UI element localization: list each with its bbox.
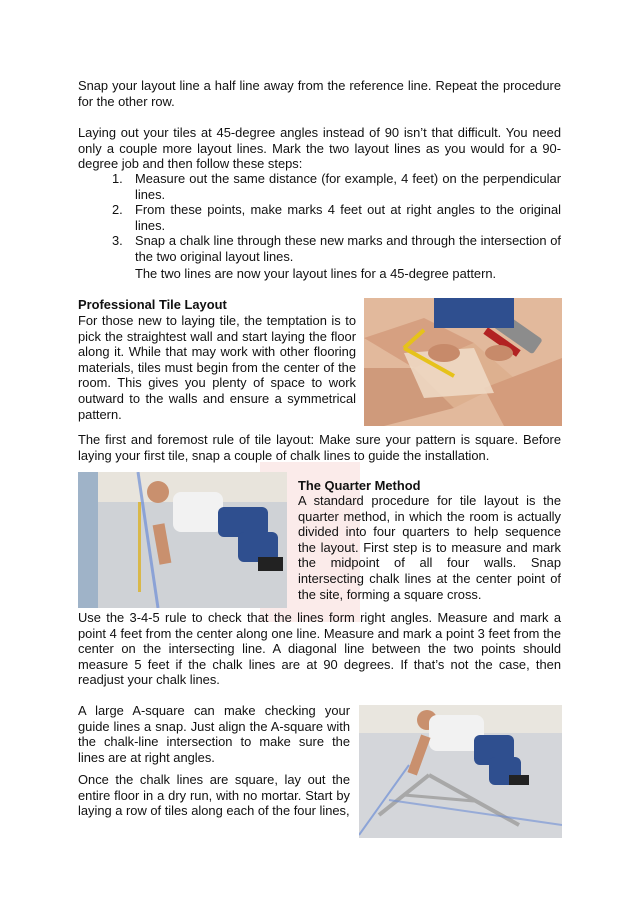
step-number: 2.	[112, 202, 123, 218]
paragraph-reference-line: Snap your layout line a half line away from the reference line. Repeat the procedure for the other row.	[78, 78, 561, 109]
heading-professional-tile-layout: Professional Tile Layout	[78, 297, 227, 312]
paragraph-a-square: A large A-square can make checking your guide lines a snap. Just align the A-square with the chalk-line intersection to make sure the lines are at right angles.	[78, 703, 350, 765]
paragraph-first-rule: The first and foremost rule of tile layout: Make sure your pattern is square. Before laying your first tile, snap a couple of chalk lines to guide the installation.	[78, 432, 561, 463]
photo-a-square-check	[359, 705, 562, 838]
heading-quarter-method: The Quarter Method	[298, 478, 421, 493]
steps-note: The two lines are now your layout lines for a 45-degree pattern.	[135, 266, 497, 281]
paragraph-3-4-5-rule: Use the 3-4-5 rule to check that the lines form right angles. Measure and mark a point 4 feet from the center along one line. Measure and mark a point 3 feet from the center on the intersecting line. A diagonal line between the two points should measure 5 feet if the chalk lines are at 90 degrees. If that’s not the case, then readjust your chalk lines.	[78, 610, 561, 688]
step-number: 3.	[112, 233, 123, 249]
step-text: From these points, make marks 4 feet out at right angles to the original lines.	[135, 202, 561, 233]
step-number: 1.	[112, 171, 123, 186]
list-item	[112, 171, 561, 202]
paragraph-dry-run: Once the chalk lines are square, lay out the entire floor in a dry run, with no mortar. Start by laying a row of tiles along each of the four lines,	[78, 772, 350, 819]
photo-cutting-tile-illustration	[364, 298, 562, 426]
photo-a-square-check-illustration	[359, 705, 562, 838]
steps-list	[112, 171, 561, 265]
paragraph-quarter-method: A standard procedure for tile layout is the quarter method, in which the room is actually divided into four quarters to help sequence the layout. First step is to measure and mark the midpoint of all four walls. Snap intersecting chalk lines at the center point of the site, forming a square cross.	[298, 493, 561, 602]
paragraph-professional-tile-layout: For those new to laying tile, the temptation is to pick the straightest wall and start laying the floor along it. While that may work with other flooring materials, tiles must begin from the center of the room. This gives you plenty of space to work outward to the walls and ensure a symmetrical pattern.	[78, 313, 356, 422]
photo-chalk-line-kneeling	[78, 472, 287, 608]
photo-cutting-tile	[364, 298, 562, 426]
step-text: Snap a chalk line through these new marks and through the intersection of the two original layout lines.	[135, 233, 561, 264]
list-item	[112, 202, 561, 233]
paragraph-45-degree-intro: Laying out your tiles at 45-degree angles instead of 90 isn’t that difficult. You need only a couple more layout lines. Mark the two layout lines as you would for a 90-degree job and then follow these steps:	[78, 125, 561, 172]
step-text: Measure out the same distance (for example, 4 feet) on the perpendicular lines.	[135, 171, 561, 202]
photo-chalk-line-kneeling-illustration	[78, 472, 287, 608]
list-item	[112, 233, 561, 264]
